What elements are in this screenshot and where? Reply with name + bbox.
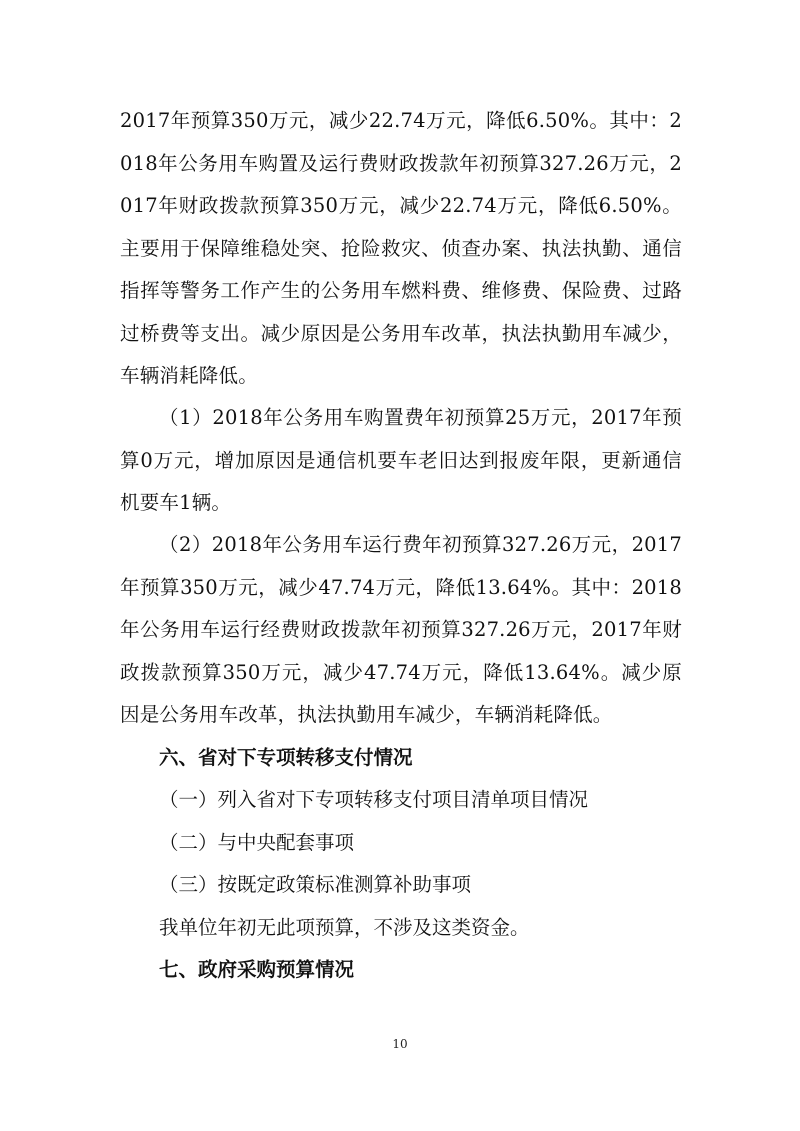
subsection-item-3: （三）按既定政策标准测算补助事项 [159, 873, 472, 896]
paragraph-vehicle-purchase: （1）2018年公务用车购置费年初预算25万元，2017年预算0万元，增加原因是通信机要车老旧达到报废年限，更新通信机要车1辆。 [120, 406, 682, 514]
paragraph-vehicle-budget-summary: 2017年预算350万元，减少22.74万元，降低6.50%。其中：2018年公务用车购置及运行费财政拨款年初预算327.26万元，2017年财政拨款预算350万元，减少22.74万元，降低6.50%。主要用于保障维稳处突、抢险救灾、侦查办案、执法执勤、通信指挥等警务工作产生的公务用车燃料费、维修费、保险费、过路过桥费等支出。减少原因是公务用车改革，执法执勤用车减少，车辆消耗降低。 [120, 109, 682, 387]
subsection-item-2: （二）与中央配套事项 [159, 831, 355, 854]
section-heading-transfer-payments: 六、省对下专项转移支付情况 [159, 746, 413, 769]
section-heading-procurement: 七、政府采购预算情况 [159, 958, 355, 981]
subsection-item-1: （一）列入省对下专项转移支付项目清单项目情况 [159, 788, 589, 811]
section-note: 我单位年初无此项预算，不涉及这类资金。 [159, 916, 530, 939]
paragraph-vehicle-operation: （2）2018年公务用车运行费年初预算327.26万元，2017年预算350万元，减少47.74万元，降低13.64%。其中：2018年公务用车运行经费财政拨款年初预算327.26万元，2017年财政拨款预算350万元，减少47.74万元，降低13.64%。减少原因是公务用车改革，执法执勤用车减少，车辆消耗降低。 [120, 533, 682, 726]
page-number: 10 [392, 1037, 408, 1051]
